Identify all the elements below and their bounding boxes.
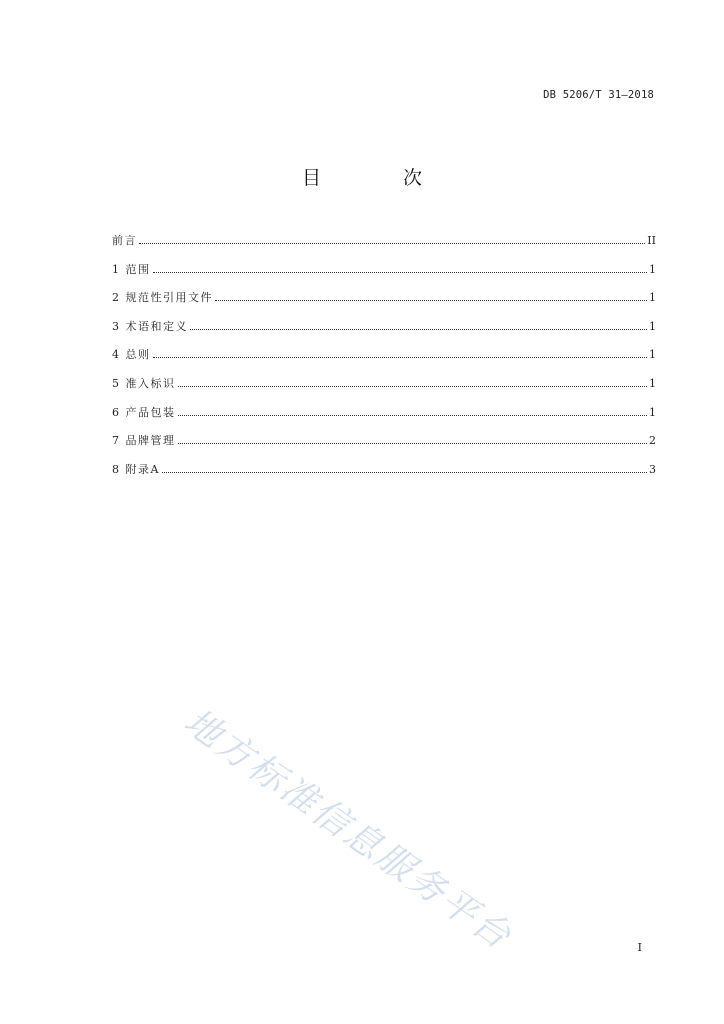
toc-entry-page: 1 xyxy=(649,262,656,276)
toc-entry-foreword[interactable] xyxy=(112,233,656,262)
toc-dot-leader xyxy=(178,386,648,387)
toc-entry-access-marking[interactable] xyxy=(112,376,656,405)
toc-entry-page: 1 xyxy=(649,376,656,390)
toc-entry-page: 2 xyxy=(649,434,656,448)
toc-title: 目 次 xyxy=(301,167,461,189)
toc-entry-page: 1 xyxy=(649,405,656,419)
toc-entry-label: 5 准入标识 xyxy=(112,376,176,390)
toc-entry-page: II xyxy=(647,234,656,247)
toc-entry-appendix-a[interactable] xyxy=(112,462,656,491)
standard-code: DB 5206/T 31—2018 xyxy=(543,89,654,101)
toc-entry-label: 2 规范性引用文件 xyxy=(112,291,213,305)
toc-entry-page: 1 xyxy=(649,319,656,333)
toc-entry-page: 1 xyxy=(649,348,656,362)
toc-entry-brand-management[interactable] xyxy=(112,433,656,462)
toc-entry-normative-references[interactable] xyxy=(112,290,656,319)
toc-dot-leader xyxy=(190,329,647,330)
toc-dot-leader xyxy=(178,415,648,416)
toc-entry-label: 1 范围 xyxy=(112,262,151,276)
watermark: 地方标准信息服务平台 xyxy=(176,701,520,959)
toc-entry-label: 4 总则 xyxy=(112,348,151,362)
toc-entry-product-packaging[interactable] xyxy=(112,405,656,434)
toc-dot-leader xyxy=(153,357,648,358)
toc-entry-label: 8 附录A xyxy=(112,462,160,476)
toc-dot-leader xyxy=(215,300,647,301)
toc-dot-leader xyxy=(139,243,645,244)
toc-entry-page: 3 xyxy=(649,462,656,476)
toc-entry-label: 7 品牌管理 xyxy=(112,434,176,448)
toc-dot-leader xyxy=(153,272,648,273)
toc-entry-label: 3 术语和定义 xyxy=(112,319,188,333)
toc-entry-page: 1 xyxy=(649,291,656,305)
toc-dot-leader xyxy=(162,472,647,473)
page-number: I xyxy=(637,941,642,954)
toc-entry-label: 前言 xyxy=(112,234,137,247)
toc-entry-general-principles[interactable] xyxy=(112,347,656,376)
toc-dot-leader xyxy=(178,443,648,444)
toc-entry-scope[interactable] xyxy=(112,262,656,291)
table-of-contents xyxy=(112,233,656,490)
toc-entry-terms-definitions[interactable] xyxy=(112,319,656,348)
toc-entry-label: 6 产品包装 xyxy=(112,405,176,419)
